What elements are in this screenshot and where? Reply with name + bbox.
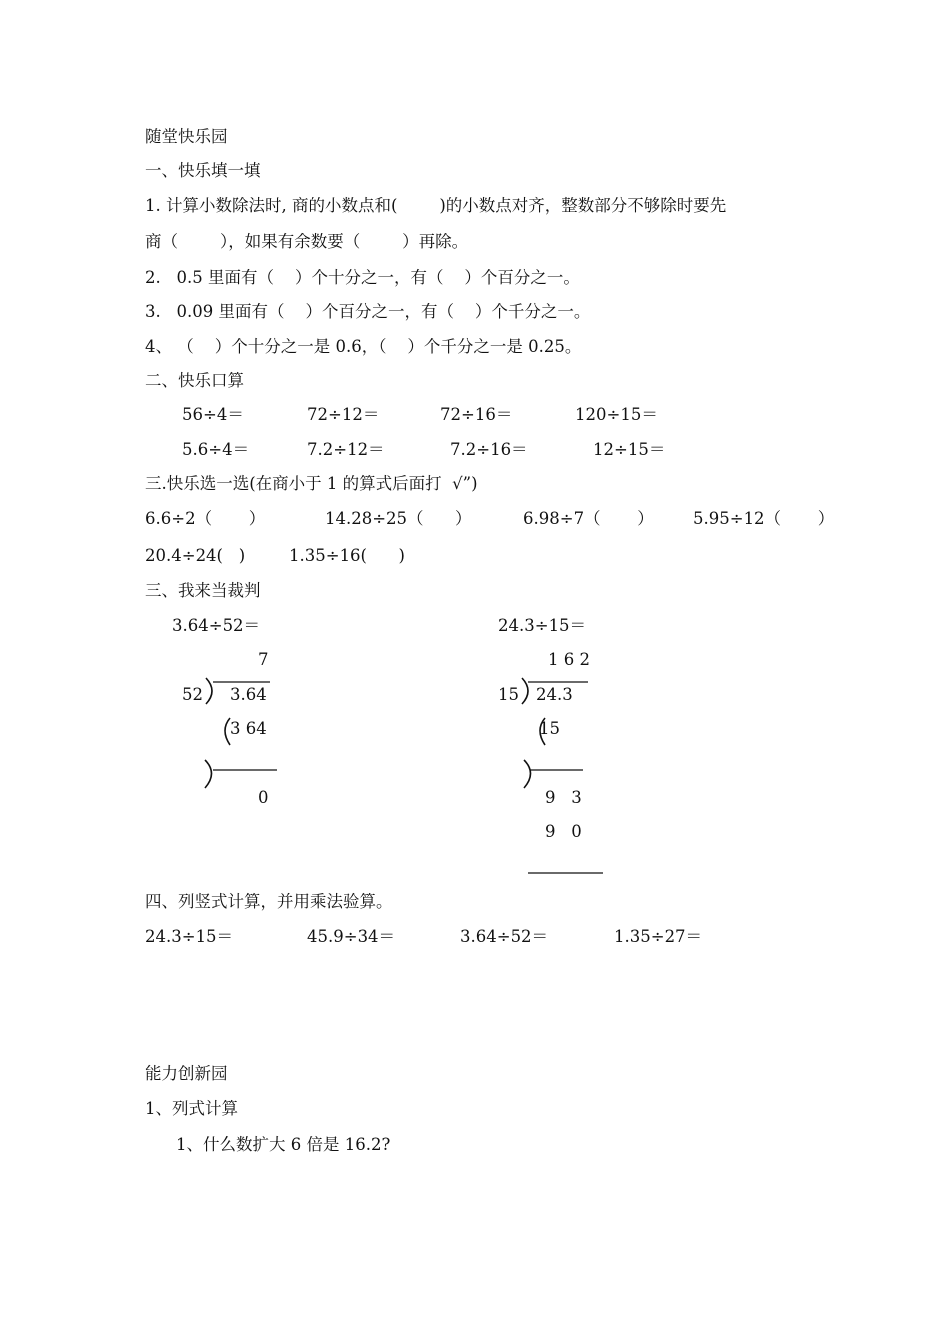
section-title: 随堂快乐园 [145, 127, 228, 146]
choice-item: 6.6÷2（ ） [145, 509, 266, 528]
q1-line1: 1. 计算小数除法时, 商的小数点和( )的小数点对齐，整数部分不够除时要先 [145, 196, 727, 215]
q3: 3. 0.09 里面有（ ）个百分之一，有（ ）个千分之一。 [145, 302, 591, 321]
oral-calc-item: 7.2÷16＝ [450, 440, 528, 459]
judge-right-quotient: 1 6 2 [548, 650, 590, 669]
judge-right-remainder1: 9 3 [545, 788, 582, 807]
judge-left-remainder: 0 [258, 788, 269, 807]
judge-right-expr: 24.3÷15＝ [498, 616, 587, 635]
judge-left-product: 3 64 [230, 719, 267, 738]
judge-right-divisor: 15 [498, 685, 519, 704]
q4: 4、 （ ）个十分之一是 0.6，（ ）个千分之一是 0.25。 [145, 337, 582, 356]
judge-right-product: 15 [539, 719, 560, 738]
choice-item: 1.35÷16( ) [289, 546, 405, 565]
judge-left-expr: 3.64÷52＝ [172, 616, 261, 635]
judge-left-divisor: 52 [182, 685, 203, 704]
oral-calc-item: 7.2÷12＝ [307, 440, 385, 459]
vertical-calc-item: 45.9÷34＝ [307, 927, 396, 946]
judge-right-dividend: 24.3 [536, 685, 573, 704]
part6-q1: 1、什么数扩大 6 倍是 16.2? [176, 1135, 391, 1154]
vertical-calc-item: 1.35÷27＝ [614, 927, 703, 946]
choice-item: 6.98÷7（ ） [523, 509, 654, 528]
judge-left-dividend: 3.64 [230, 685, 267, 704]
oral-calc-item: 120÷15＝ [575, 405, 658, 424]
judge-left-quotient: 7 [258, 650, 269, 669]
oral-calc-item: 72÷16＝ [440, 405, 513, 424]
part6-heading: 1、列式计算 [145, 1099, 238, 1118]
judge-right-remainder2: 9 0 [545, 822, 582, 841]
vertical-calc-item: 24.3÷15＝ [145, 927, 234, 946]
q2: 2. 0.5 里面有（ ）个十分之一，有（ ）个百分之一。 [145, 268, 580, 287]
part1-heading: 一、快乐填一填 [145, 161, 261, 180]
choice-item: 20.4÷24( ) [145, 546, 246, 565]
q1-line2: 商（ ），如果有余数要（ ）再除。 [145, 232, 469, 251]
part3-heading: 三.快乐选一选(在商小于 1 的算式后面打 √”) [145, 474, 478, 493]
choice-item: 14.28÷25（ ） [325, 509, 472, 528]
oral-calc-item: 12÷15＝ [593, 440, 666, 459]
part4-heading: 三、我来当裁判 [145, 581, 261, 600]
oral-calc-item: 5.6÷4＝ [182, 440, 250, 459]
part2-heading: 二、快乐口算 [145, 371, 244, 390]
oral-calc-item: 56÷4＝ [182, 405, 244, 424]
oral-calc-item: 72÷12＝ [307, 405, 380, 424]
section2-title: 能力创新园 [145, 1064, 228, 1083]
choice-item: 5.95÷12（ ） [693, 509, 835, 528]
part5-heading: 四、列竖式计算，并用乘法验算。 [145, 892, 393, 911]
vertical-calc-item: 3.64÷52＝ [460, 927, 549, 946]
